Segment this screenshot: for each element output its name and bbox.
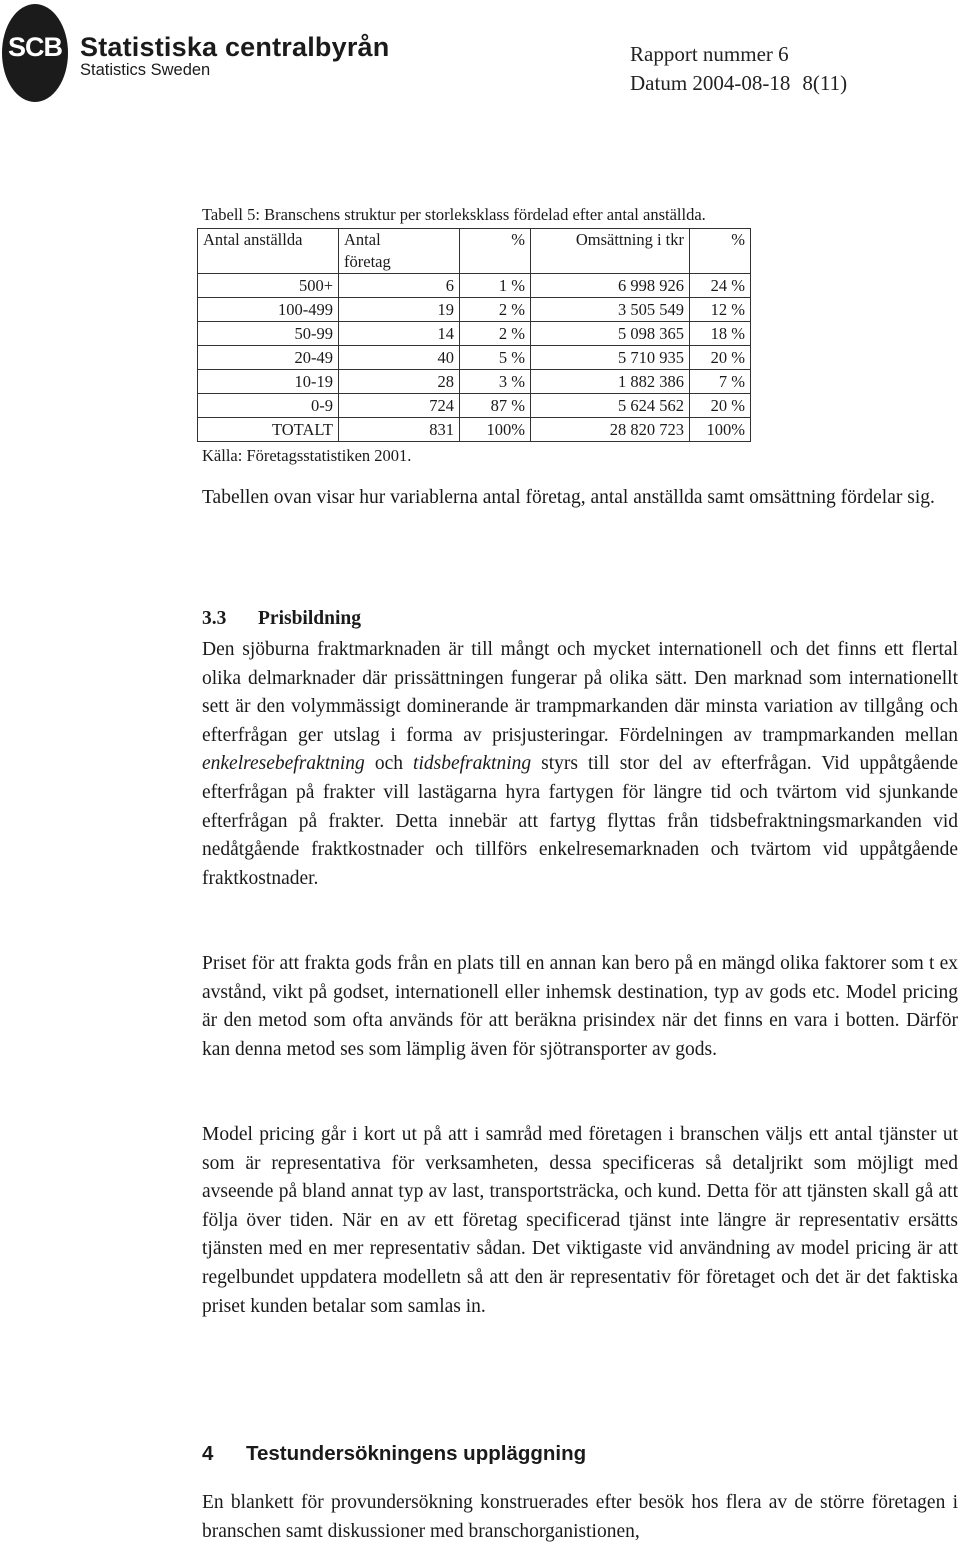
- cell-turnover: 5 710 935: [531, 346, 690, 370]
- cell-turnover: 6 998 926: [531, 274, 690, 298]
- section-4-paragraph-1: En blankett för provundersökning konstruerades efter besök hos flera av de större företagen i branschen samt diskussioner med branschorganistionen,: [202, 1492, 958, 1542]
- cell-turnover-pct: 24 %: [690, 274, 751, 298]
- page-number: 8(11): [802, 71, 848, 95]
- intro-paragraph: Tabellen ovan visar hur variablerna antal företag, antal anställda samt omsättning fördelar sig.: [202, 487, 935, 508]
- header-company-pct: %: [460, 229, 531, 274]
- cell-size: 0-9: [198, 394, 339, 418]
- section-3-3-paragraph-2: Priset för att frakta gods från en plats till en annan kan bero på en mängd olika faktorer som t ex avstånd, vikt på godset, internationell eller inhemsk destination, typ av gods etc. Model pricing är den metod som ofta används för att beräkna prisindex när det finns en vara i botten. Därför kan denna metod ses som lämplig även för sjötransporter av gods.: [202, 953, 958, 1060]
- paragraph-text: Den sjöburna fraktmarknaden är till mångt och mycket internationell och det finns ett flertal olika delmarknader där prissättningen fungerar på olika sätt. Den marknad som internationellt sett är den volymmässigt dominerande är trampmarkanden där minsta variation av tillgång och efterfrågan ger utslag i forma av prisjusteringar. Fördelningen av trampmarkanden mellan: [202, 639, 958, 746]
- cell-count: 724: [339, 394, 460, 418]
- cell-count: 831: [339, 418, 460, 442]
- table-header-row: [198, 229, 751, 274]
- scb-logo: [0, 0, 400, 104]
- table-row: [198, 370, 751, 394]
- table-source: Källa: Företagsstatistiken 2001.: [202, 446, 412, 465]
- cell-turnover-pct: 7 %: [690, 370, 751, 394]
- table-total-row: [198, 418, 751, 442]
- header-employees: Antal anställda: [198, 229, 339, 274]
- cell-size: 50-99: [198, 322, 339, 346]
- scb-logo-mark: [2, 4, 68, 102]
- cell-turnover: 3 505 549: [531, 298, 690, 322]
- cell-turnover: 5 624 562: [531, 394, 690, 418]
- table-caption: Tabell 5: Branschens struktur per storleksklass fördelad efter antal anställda.: [202, 205, 706, 224]
- table-row: [198, 274, 751, 298]
- scb-logo-letters: SCB: [7, 32, 62, 62]
- cell-turnover-pct: 100%: [690, 418, 751, 442]
- cell-count: 14: [339, 322, 460, 346]
- cell-pct: 87 %: [460, 394, 531, 418]
- cell-turnover-pct: 20 %: [690, 346, 751, 370]
- cell-count: 40: [339, 346, 460, 370]
- report-info: [630, 40, 847, 98]
- section-3-3-paragraph-1: [202, 636, 958, 893]
- report-date-row: [630, 69, 847, 98]
- section-number: 3.3: [202, 608, 227, 629]
- cell-pct: 100%: [460, 418, 531, 442]
- cell-turnover-pct: 12 %: [690, 298, 751, 322]
- cell-count: 6: [339, 274, 460, 298]
- cell-pct: 2 %: [460, 298, 531, 322]
- industry-structure-table: [197, 228, 751, 442]
- cell-size: 500+: [198, 274, 339, 298]
- table-row: [198, 322, 751, 346]
- header-companies-line1: Antal: [344, 230, 381, 249]
- emphasis-term: tidsbefraktning: [413, 753, 532, 775]
- report-date: Datum 2004-08-18: [630, 71, 791, 95]
- header-turnover: Omsättning i tkr: [531, 229, 690, 274]
- cell-pct: 2 %: [460, 322, 531, 346]
- paragraph-text: styrs till stor del av efterfrågan. Vid uppåtgående efterfrågan på frakter vill lastägarna hyra fartygen för längre tid och tvärtom vid sjunkande efterfrågan på frakter. Detta innebär att fartyg flyttas från tidsbefraktningsmarkanden vid nedåtgående fraktkostnader och tillförs enkelresemarknaden och tvärtom vid uppåtgående fraktkostnader.: [202, 753, 958, 889]
- cell-turnover-pct: 18 %: [690, 322, 751, 346]
- section-4-heading: [202, 1442, 586, 1466]
- cell-turnover: 1 882 386: [531, 370, 690, 394]
- cell-size: 10-19: [198, 370, 339, 394]
- cell-pct: 3 %: [460, 370, 531, 394]
- table-row: [198, 394, 751, 418]
- table-row: [198, 298, 751, 322]
- paragraph-text: och: [364, 753, 414, 775]
- cell-count: 28: [339, 370, 460, 394]
- report-number: Rapport nummer 6: [630, 42, 789, 66]
- header-companies-line2: företag: [344, 252, 391, 271]
- cell-pct: 1 %: [460, 274, 531, 298]
- cell-turnover-pct: 20 %: [690, 394, 751, 418]
- org-name: Statistiska centralbyrån: [80, 32, 390, 62]
- cell-pct: 5 %: [460, 346, 531, 370]
- section-title: Testundersökningens uppläggning: [246, 1442, 587, 1465]
- cell-size: 20-49: [198, 346, 339, 370]
- header-companies: [339, 229, 460, 274]
- table-row: [198, 346, 751, 370]
- cell-size: 100-499: [198, 298, 339, 322]
- header-turnover-pct: %: [690, 229, 751, 274]
- cell-size: TOTALT: [198, 418, 339, 442]
- section-3-3-paragraph-3: Model pricing går i kort ut på att i samråd med företagen i branschen väljs ett antal tjänster ut som är representativa för verksamheten, dessa specificeras så detaljrikt som möjligt med avseende på bland annat typ av last, transportsträcka, och kund. Detta för att tjänsten skall gå att följa över tiden. När en av ett företag specificerad tjänst inte längre är representativ ersätts tjänsten med en mer representativ sådan. Det viktigaste vid användning av model pricing är att regelbundet uppdatera modelletn så att den är representativ för företaget och det är det faktiska priset kunden betalar som samlas in.: [202, 1124, 958, 1317]
- cell-turnover: 5 098 365: [531, 322, 690, 346]
- section-number: 4: [202, 1442, 214, 1465]
- section-title: Prisbildning: [258, 608, 361, 629]
- emphasis-term: enkelresebefraktning: [202, 753, 365, 775]
- section-3-3-heading: [202, 608, 361, 630]
- cell-turnover: 28 820 723: [531, 418, 690, 442]
- cell-count: 19: [339, 298, 460, 322]
- org-name-english: Statistics Sweden: [80, 61, 211, 79]
